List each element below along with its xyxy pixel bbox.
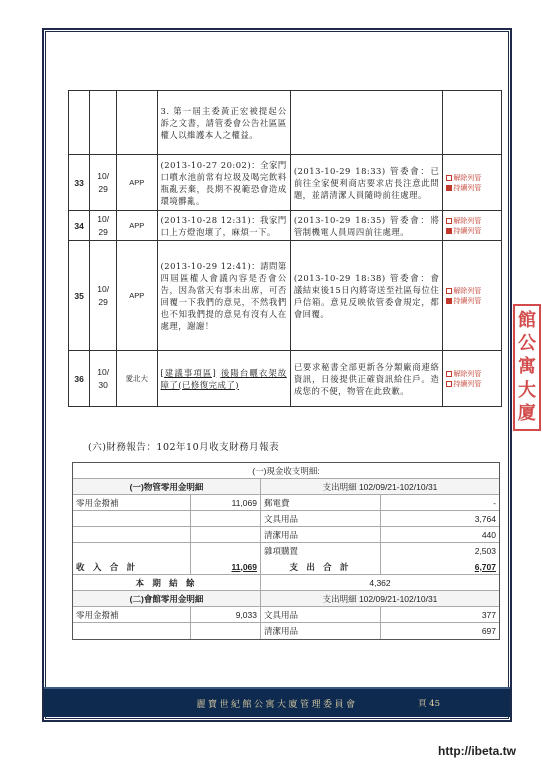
complaint-content xyxy=(157,351,290,407)
expense-item-value: 440 xyxy=(481,529,496,540)
clubhouse-right-header: 支出明細 102/09/21-102/10/31 xyxy=(261,591,499,606)
date-part: 10/ xyxy=(97,170,110,181)
balance-value: 4,362 xyxy=(369,577,391,588)
date-part: 29 xyxy=(98,183,108,194)
expense-item-name: 清潔用品 xyxy=(261,623,381,639)
balance-row xyxy=(73,575,499,591)
status-label: 解除列管 xyxy=(453,286,482,295)
stamp-char: 廈 xyxy=(518,403,536,425)
expense-item-value: 2,503 xyxy=(474,546,496,556)
income-total-value: 11,069 xyxy=(191,559,261,574)
expense-item-value: 377 xyxy=(481,609,496,620)
complaint-content xyxy=(157,211,290,241)
property-right-header: 支出明細 102/09/21-102/10/31 xyxy=(261,479,499,494)
income-item-value xyxy=(191,527,261,542)
committee-response: (2013-10-29 18:33) 管委會：已前往全家便利商店要求店長注意此問題，並請清潔人員隨時前往處理。 xyxy=(290,155,443,211)
finance-line-row xyxy=(73,623,499,639)
date-part: 29 xyxy=(98,226,108,237)
complaint-number: 34 xyxy=(69,211,90,241)
clubhouse-left-header: (二)會館零用金明細 xyxy=(73,591,261,606)
expense-total-value: 6,707 xyxy=(474,561,496,572)
date-part: 10/ xyxy=(97,366,110,377)
income-item-value xyxy=(191,623,261,639)
date-part: 10/ xyxy=(97,213,110,224)
tracking-status xyxy=(443,351,502,407)
section-heading: (六)財務報告：102年10月收支財務月報表 xyxy=(88,442,280,453)
finance-line-row xyxy=(73,543,499,559)
committee-response: 已要求秘書全部更新各分類廠商連絡資訊，日後提供正確資訊給住戶。造成您的不便，物管在此致歉。 xyxy=(290,351,443,407)
stamp-char: 寓 xyxy=(518,356,536,378)
tracking-status xyxy=(443,211,502,241)
committee-response: (2013-10-29 18:38) 管委會：會議結束後15日內將寄送至社區每位住戶信箱。意見反映依管委會規定，都會回覆。 xyxy=(290,241,443,351)
content-text: (2013-10-28 12:31)：我家門口上方燈泡壞了，麻煩一下。 xyxy=(160,214,287,237)
expense-item-name: 文具用品 xyxy=(261,607,381,622)
complaint-number: 33 xyxy=(69,155,90,211)
expense-item-name: 郵電費 xyxy=(261,495,381,510)
expense-total-label: 支 出 合 計 xyxy=(261,559,381,574)
expense-item-name: 雜項購置 xyxy=(261,543,381,559)
expense-item-value: 3,764 xyxy=(474,513,496,524)
complaint-row xyxy=(69,241,502,351)
date-part: 29 xyxy=(98,296,108,307)
status-label: 持續列管 xyxy=(453,379,482,388)
status-label: 解除列管 xyxy=(453,173,482,182)
complaint-row xyxy=(69,155,502,211)
income-item-value xyxy=(191,543,261,559)
expense-item-value: 697 xyxy=(481,626,496,636)
property-left-header: (一)物管零用金明細 xyxy=(73,479,261,494)
status-option xyxy=(446,173,498,183)
complaint-date xyxy=(90,351,117,407)
content-text: 3. 第一屆主委黃正宏被提起公訴之文書，請管委會公告社區區權人以維護本人之權益。 xyxy=(160,105,287,140)
finance-line-row xyxy=(73,527,499,543)
content-text: (2013-10-29 12:41)：請問第四屆區權人會議內容是否會公告，因為當天有事未出席，可否回覆一下我們的意見，不然我們也不知我們提的意見有沒有人在處理，謝謝！ xyxy=(160,260,287,331)
status-option xyxy=(446,296,498,306)
complaint-number: 35 xyxy=(69,241,90,351)
expense-item-name: 清潔用品 xyxy=(261,527,381,542)
status-option xyxy=(446,183,498,193)
page-number: 頁 45 xyxy=(417,699,440,709)
empty-box-icon xyxy=(446,371,452,377)
status-label: 解除列管 xyxy=(453,216,482,225)
complaint-number xyxy=(69,91,90,155)
empty-box-icon xyxy=(446,381,452,387)
empty-box-icon xyxy=(446,218,452,224)
complaint-date xyxy=(90,155,117,211)
status-option xyxy=(446,226,498,236)
page-footer xyxy=(44,687,510,717)
status-label: 持續列管 xyxy=(453,226,482,235)
income-item-name: 零用金撥補 xyxy=(73,607,191,622)
status-label: 持續列管 xyxy=(453,183,482,192)
income-item-name xyxy=(73,543,191,559)
complaint-row xyxy=(69,351,502,407)
content-text: (2013-10-27 20:02)：全家門口噴水池前常有垃圾及喝完飲料瓶亂丟棄，長期不視範恐會造成環境髒亂。 xyxy=(160,159,287,206)
status-label: 解除列管 xyxy=(453,369,482,378)
tracking-status xyxy=(443,155,502,211)
checked-box-icon xyxy=(446,228,452,234)
complaint-row xyxy=(69,211,502,241)
status-label: 持續列管 xyxy=(453,296,482,305)
expense-item-name: 文具用品 xyxy=(261,511,381,526)
footer-title: 麗寶世紀館公寓大廈管理委員會 xyxy=(196,699,358,710)
empty-box-icon xyxy=(446,288,452,294)
finance-line-row xyxy=(73,607,499,623)
income-item-name xyxy=(73,527,191,542)
complaint-content xyxy=(157,155,290,211)
tracking-status xyxy=(443,91,502,155)
income-total-label: 收 入 合 計 xyxy=(73,559,191,574)
income-item-name xyxy=(73,511,191,526)
tracking-status xyxy=(443,241,502,351)
income-item-value xyxy=(191,511,261,526)
complaint-source xyxy=(116,91,157,155)
balance-label: 本 期 結 餘 xyxy=(73,575,261,590)
finance-table xyxy=(72,462,500,640)
empty-box-icon xyxy=(446,175,452,181)
committee-response: (2013-10-29 18:35) 管委會：將管制機電人員周四前往處理。 xyxy=(290,211,443,241)
complaint-content xyxy=(157,241,290,351)
status-option xyxy=(446,379,498,389)
complaint-source: APP xyxy=(116,241,157,351)
date-part: 30 xyxy=(98,379,108,390)
watermark: http://ibeta.tw xyxy=(438,744,516,758)
clubhouse-header-row xyxy=(73,591,499,607)
income-item-name xyxy=(73,623,191,639)
complaint-table xyxy=(68,90,502,407)
expense-item-value: - xyxy=(493,497,496,508)
content-text: 後陽台曬衣架故障了(已修復完成了) xyxy=(160,367,287,390)
complaint-source: APP xyxy=(116,211,157,241)
official-stamp xyxy=(513,304,541,431)
complaint-date xyxy=(90,241,117,351)
checked-box-icon xyxy=(446,185,452,191)
complaint-number: 36 xyxy=(69,351,90,407)
complaint-date xyxy=(90,211,117,241)
finance-line-row xyxy=(73,495,499,511)
complaint-source: APP xyxy=(116,155,157,211)
status-option xyxy=(446,369,498,379)
complaint-row xyxy=(69,91,502,155)
complaint-content xyxy=(157,91,290,155)
finance-title-row xyxy=(73,463,499,479)
status-option xyxy=(446,286,498,296)
status-option xyxy=(446,216,498,226)
finance-line-row xyxy=(73,511,499,527)
stamp-char: 公 xyxy=(518,333,536,355)
property-totals-row xyxy=(73,559,499,575)
income-item-value: 9,033 xyxy=(191,607,261,622)
property-header-row xyxy=(73,479,499,495)
complaint-date xyxy=(90,91,117,155)
date-part: 10/ xyxy=(97,283,110,294)
income-item-name: 零用金撥補 xyxy=(73,495,191,510)
finance-title: (一)現金收支明細: xyxy=(252,465,320,476)
checked-box-icon xyxy=(446,298,452,304)
complaint-source: 愛北大 xyxy=(116,351,157,407)
stamp-char: 館 xyxy=(518,309,536,331)
stamp-char: 大 xyxy=(518,379,536,401)
income-item-value: 11,069 xyxy=(191,495,261,510)
committee-response xyxy=(290,91,443,155)
content-category-prefix: [建議事項區] xyxy=(160,367,217,378)
